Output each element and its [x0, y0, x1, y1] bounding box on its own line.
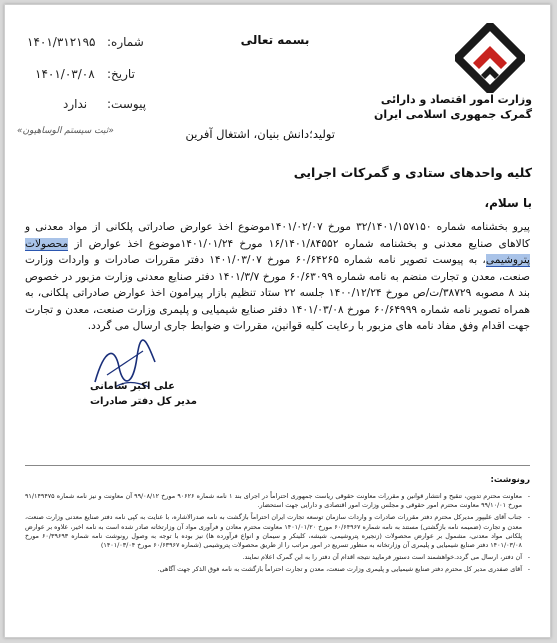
- org-name-ministry: وزارت امور اقتصاد و دارائی: [380, 93, 532, 106]
- cc-item: - معاونت محترم تدوین، تنقیح و انتشار قوانین و مقررات معاونت حقوقی ریاست جمهوری احتراماً در اجرای بند ۱ نامه شماره ۹۰۶۲۶ مورخ ۹۹/۰۸/۱۲ آن معاونت و نیز نامه شماره ۹۱/۱۴۹۴۷۵ مورخ ۹۹/۱۰/۰۱ معاونت محترم امور حقوقی و مجلس وزارت امور اقتصادی و دارایی جهت استحضار.: [25, 492, 530, 510]
- letter-body: [25, 219, 530, 335]
- cc-item: - آن دفتر، ارسال می گردد.خواهشمند است دستور فرمایید نتیجه اقدام آن دفتر را به این گمرک اعلام نمایند.: [25, 553, 530, 562]
- highlighted-text: محصولات پتروشیمی: [25, 237, 530, 266]
- recipient: کلیه واحدهای ستادی و گمرکات اجرایی: [293, 165, 532, 180]
- cc-divider: [25, 465, 530, 466]
- number-label: شماره:: [107, 35, 144, 49]
- date-label: تاریخ:: [107, 67, 135, 81]
- cc-list: [25, 492, 530, 578]
- signatory-title: مدیر کل دفتر صادرات: [90, 396, 197, 407]
- customs-emblem-icon: [455, 23, 525, 93]
- letter-page: [4, 4, 551, 638]
- salutation: با سلام،: [484, 196, 532, 210]
- signatory-name: علی اکبر شامانی: [90, 381, 175, 392]
- cc-heading: رونوشت:: [490, 475, 530, 485]
- basmala: بسمه تعالی: [240, 33, 310, 47]
- date-value: ۱۴۰۱/۰۳/۰۸: [35, 67, 95, 81]
- body-text-start: پیرو بخشنامه شماره ۳۲/۱۴۰۱/۱۵۷۱۵۰ مورخ ۱۴۰۱/۰۲/۰۷موضوع اخذ عوارض صادراتی پلکانی از مواد معدنی و کالاهای صنایع معدنی و بخشنامه شماره ۱۶/۱۴۰۱/۸۴۵۵۲ مورخ ۱۴۰۱/۰۱/۲۴موضوع اخذ عوارض از: [25, 221, 530, 250]
- cc-item: - آقای صفدری مدیر کل محترم دفتر صنایع شیمیایی و پلیمری وزارت صنعت، معدن و تجارت احتراماً بازگشت به نامه فوق الذکر جهت آگاهی.: [25, 565, 530, 574]
- slogan: تولید؛دانش بنیان، اشتغال آفرین: [185, 127, 335, 141]
- org-name-customs: گمرک جمهوری اسلامی ایران: [373, 108, 532, 121]
- attachment-label: پیوست:: [107, 97, 147, 111]
- cc-item: - جناب آقای علیپور مدیرکل محترم دفتر مقررات صادرات و واردات سازمان توسعه تجارت ایران احتراماً بازگشت به نامه صدرالاشاره، با عنایت به کپی نامه دفتر صنایع معدنی وزارت صنعت، معدن و تجارت (ضمیمه نامه بازگشتی) مستند به نامه شماره ۶۰/۶۴۹۶۷ مورخ ۱۴۰۱/۰۱/۲۰ معاونت محترم معادن و فرآوری مواد آن وزارتخانه صادر شده است به نامه اخیر، علاوه بر عوارض پلکانی مواد معدنی، مشمول بر عوارض محصولات (زنجیره پتروشیمی، شیشه، کلینکر و سیمان و انواع فرآورده ها) نیز بوده با توجه به وصول رونوشت نامه شماره ۶۰/۳۹۶۹۳ مورخ ۱۴۰۱/۰۳/۰۸ دفتر صنایع شیمیایی و پلیمری آن وزارتخانه به منظور تسریع در امور مراتب را از طریق محصولات پتروشیمی (شماره ۶۰/۶۳۹۶۷ مورخ ۱۴۰۱/۰۳/۰۴): [25, 513, 530, 550]
- registration-note: «ثبت سیستم الوساهیون»: [17, 126, 114, 136]
- body-text-end: ، به پیوست تصویر نامه شماره ۶۰/۶۴۲۶۵ مورخ ۱۴۰۱/۰۳/۰۷ دفتر مقررات صادرات و واردات وزارت صنعت، معدن و تجارت منضم به نامه شماره ۶۰/۶۳۰۹۹ مورخ ۱۴۰۱/۳/۷ دفتر صنایع معدنی وزارت مزبور در خصوص بند ۸ مصوبه ۳۸۷۲۹/ت/ص مورخ ۱۴۰۰/۱۲/۲۴ جلسه ۲۲ ستاد تنظیم بازار پیرامون اخذ عوارض صادراتی پلکانی، به همراه تصویر نامه شماره ۶۰/۶۴۹۹۹ مورخ ۱۴۰۱/۰۳/۰۸ دفتر صنایع شیمیایی و پلیمری وزارت صنعت، معدن و تجارت جهت اقدام وفق مفاد نامه های مزبور با رعایت کلیه قوانین، مقررات و ضوابط جاری ارسال می گردد.: [25, 254, 530, 332]
- attachment-value: ندارد: [63, 97, 88, 111]
- number-value: ۱۴۰۱/۳۱۲۱۹۵: [27, 35, 96, 49]
